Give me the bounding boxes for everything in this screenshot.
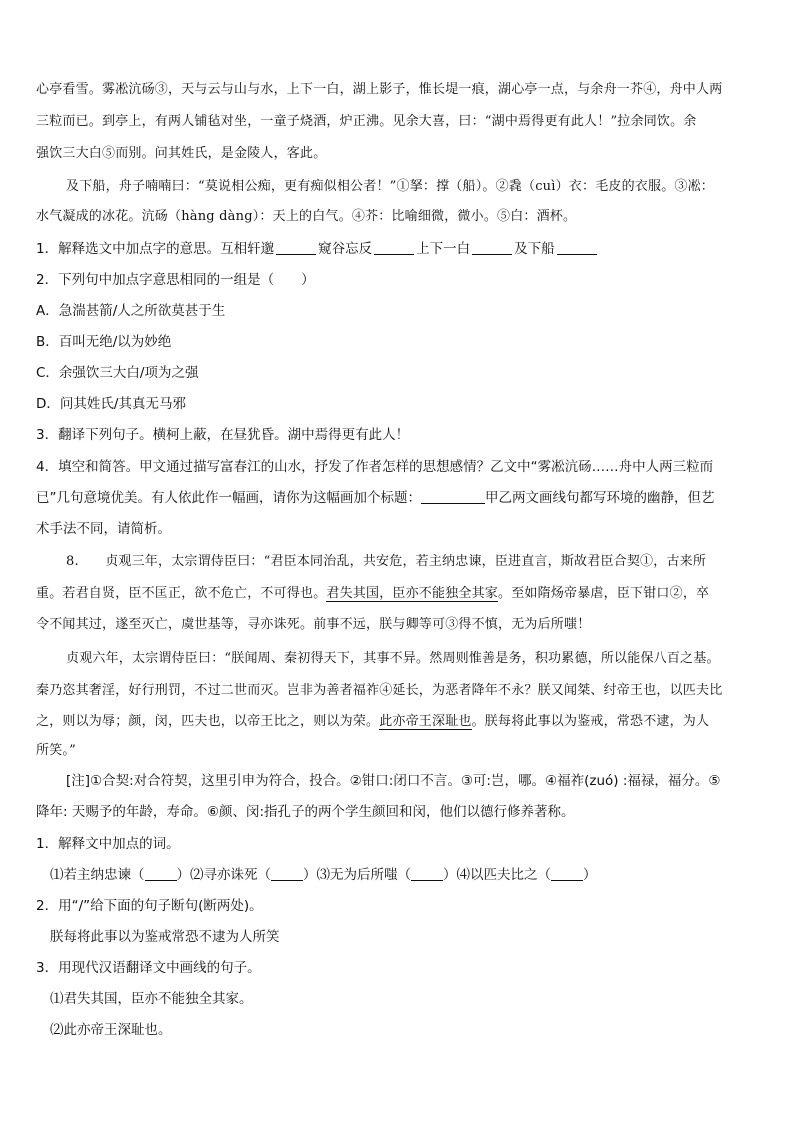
answer-blank-3[interactable] bbox=[472, 240, 512, 255]
question-2-stem: 2．下列句中加点字意思相同的一组是（ ） bbox=[36, 272, 315, 288]
p2-question-3-item-2: ⑵此亦帝王深耻也。 bbox=[50, 1022, 172, 1038]
question-3: 3．翻译下列句子。横柯上蔽，在昼犹昏。湖中焉得更有此人！ bbox=[36, 427, 410, 443]
passage2-line-2-a: 重。若君自贤，臣不匡正，欲不危亡，不可得也。 bbox=[36, 586, 327, 601]
question-1 bbox=[36, 239, 760, 259]
passage2-line-7: 所笑。” bbox=[36, 743, 76, 758]
p2-q1-item-4: ）⑷以匹夫比之（ bbox=[443, 867, 551, 883]
passage1-line-1: 心亭看雪。雾凇沆砀③，天与云与山与水，上下一白，湖上影子，惟长堤一痕，湖心亭一点，与余舟一芥④，舟中人两 bbox=[36, 82, 723, 97]
p2-q1-blank-3[interactable] bbox=[411, 866, 443, 881]
underlined-sentence-2: 此亦帝王深耻也 bbox=[379, 714, 472, 729]
p2-question-3-item-1: ⑴君失其国，臣亦不能独全其家。 bbox=[50, 991, 253, 1007]
question-2-option-a[interactable]: A．急湍甚箭/人之所欲莫甚于生 bbox=[36, 303, 226, 319]
question-4-line-2-b: 甲乙两文画线句都写环境的幽静，但艺 bbox=[485, 490, 715, 506]
note-line-1: [注]①合契:对合符契，这里引申为符合，投合。②钳口:闭口不言。③可:岂，哪。④福祚(zuó) :福禄，福分。⑤ bbox=[66, 773, 721, 789]
question-4-line-2-a: 已”几句意境优美。有人依此作一幅画，请你为这幅画加个标题： bbox=[36, 490, 421, 506]
passage2-line-3: 令不闻其过，遂至灭亡，虞世基等，寻亦诛死。前事不远，朕与卿等可③得不慎，无为后所嗤！ bbox=[36, 617, 591, 632]
passage1-line-2: 三粒而已。到亭上，有两人铺毡对坐，一童子烧酒，炉正沸。见余大喜，曰：“湖中焉得更有此人！”拉余同饮。余 bbox=[36, 114, 697, 129]
p2-q1-blank-1[interactable] bbox=[145, 866, 177, 881]
answer-blank-2[interactable] bbox=[374, 240, 414, 255]
p2-q1-blank-2[interactable] bbox=[271, 866, 303, 881]
passage1-line-4: 及下船，舟子喃喃曰：“莫说相公痴，更有痴似相公者！”①拏：撑（船）。②毳（cuì）衣：毛皮的衣服。③凇： bbox=[66, 179, 715, 194]
p2-q1-item-3: ）⑶无为后所嗤（ bbox=[303, 867, 411, 883]
question-4-line-3: 术手法不同，请简析。 bbox=[36, 521, 171, 537]
note-line-2: 降年: 天赐予的年龄，寿命。⑥颜、闵:指孔子的两个学生颜回和闵，他们以德行修养著称。 bbox=[36, 804, 575, 820]
question-2-option-b[interactable]: B．百叫无绝/以为妙绝 bbox=[36, 334, 172, 350]
passage2-line-2 bbox=[36, 584, 760, 604]
question-4-line-1: 4．填空和简答。甲文通过描写富春江的山水，抒发了作者怎样的思想感情？乙文中“雾凇沆砀……舟中人两三粒而 bbox=[36, 459, 714, 475]
title-answer-blank[interactable] bbox=[421, 489, 485, 504]
p2-question-2-stem: 2．用“/”给下面的句子断句(断两处)。 bbox=[36, 898, 263, 914]
passage2-line-6-b: 。朕每将此事以为鉴戒，常恐不逮，为人 bbox=[471, 714, 710, 729]
passage2-line-2-b: 。至如隋炀帝暴虐，臣下钳口②，卒 bbox=[498, 586, 710, 601]
question-1-label: 1．解释选文中加点字的意思。互相轩邈 bbox=[36, 241, 275, 257]
p2-q1-blank-4[interactable] bbox=[551, 866, 583, 881]
question-1-word-2: 窥谷忘反 bbox=[318, 241, 373, 257]
p2-question-1-items bbox=[50, 865, 774, 885]
passage2-line-6-a: 之，则以为辱；颜，闵，匹夫也，以帝王比之，则以为荣。 bbox=[36, 714, 380, 729]
p2-question-2-text: 朕每将此事以为鉴戒常恐不逮为人所笑 bbox=[50, 929, 280, 945]
question-1-word-4: 及下船 bbox=[514, 241, 555, 257]
p2-q1-item-1: ⑴若主纳忠谏（ bbox=[50, 867, 145, 883]
passage2-line-5: 秦乃恣其奢淫，好行刑罚，不过二世而灭。岂非为善者福祚④延长，为恶者降年不永？朕又闻桀、纣帝王也，以匹夫比 bbox=[36, 683, 723, 698]
question-2-option-c[interactable]: C．余强饮三大白/项为之强 bbox=[36, 365, 199, 381]
p2-q1-item-2: ）⑵寻亦诛死（ bbox=[176, 867, 271, 883]
question-2-option-d[interactable]: D．问其姓氏/其真无马邪 bbox=[36, 396, 186, 412]
p2-q1-end: ） bbox=[583, 867, 597, 883]
p2-question-1-stem: 1．解释文中加点的词。 bbox=[36, 836, 180, 852]
p2-question-3-stem: 3．用现代汉语翻译文中画线的句子。 bbox=[36, 960, 261, 976]
underlined-sentence-1: 君失其国，臣亦不能独全其家 bbox=[326, 586, 499, 601]
passage1-line-5: 水气凝成的冰花。沆砀（hàng dàng）：天上的白气。④芥：比喻细微，微小。⑤白：酒杯。 bbox=[36, 209, 577, 224]
passage1-line-3: 强饮三大白⑤而别。问其姓氏，是金陵人，客此。 bbox=[36, 146, 327, 161]
passage2-line-6 bbox=[36, 712, 760, 732]
passage2-line-4: 贞观六年，太宗谓侍臣曰：“朕闻周、秦初得天下，其事不异。然周则惟善是务，积功累德，所以能保八百之基。 bbox=[66, 651, 720, 666]
question-1-word-3: 上下一白 bbox=[416, 241, 471, 257]
question-4-line-2 bbox=[36, 488, 760, 508]
answer-blank-4[interactable] bbox=[557, 240, 597, 255]
passage2-line-1: 8. 贞观三年，太宗谓侍臣曰：“君臣本同治乱，共安危，若主纳忠谏，臣进直言，斯故君臣合契①，古来所 bbox=[66, 554, 707, 569]
answer-blank-1[interactable] bbox=[276, 240, 316, 255]
